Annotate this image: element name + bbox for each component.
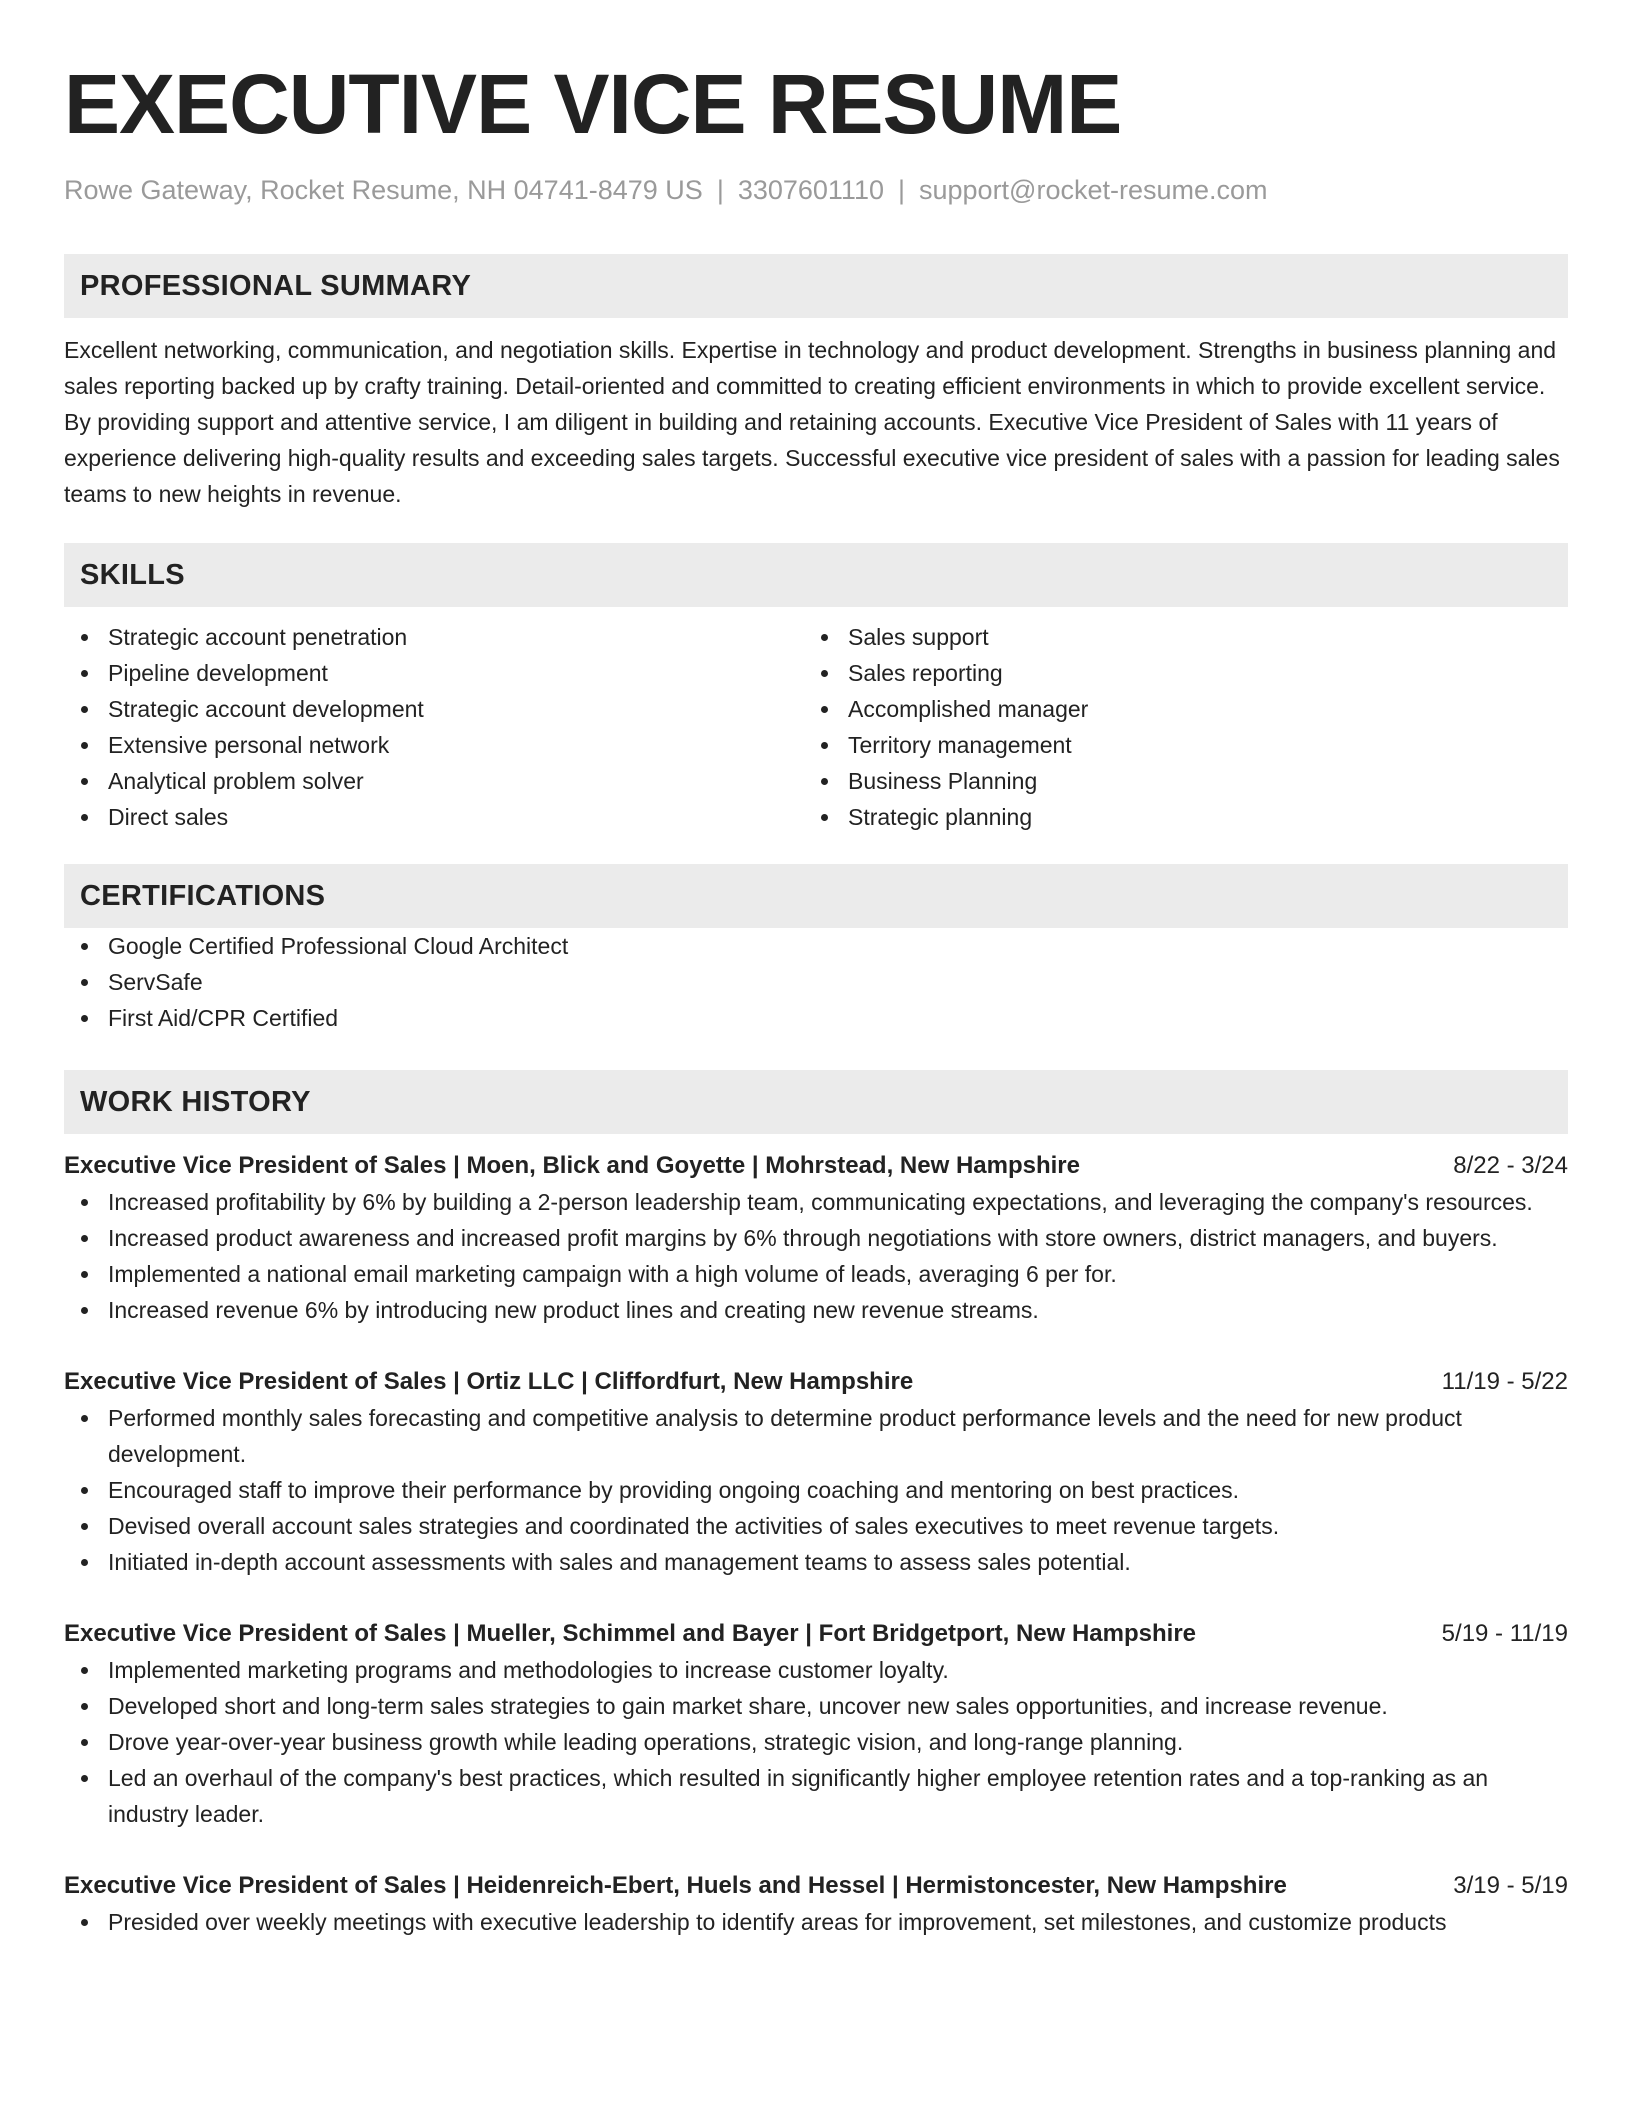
job-bullet: Encouraged staff to improve their performance by providing ongoing coaching and mentoring on best practices. bbox=[64, 1472, 1568, 1508]
job-dates: 5/19 - 11/19 bbox=[1441, 1620, 1568, 1647]
contact-separator: | bbox=[716, 175, 724, 205]
job-bullet: Devised overall account sales strategies and coordinated the activities of sales executives to meet revenue targets. bbox=[64, 1508, 1568, 1544]
section-header-summary: PROFESSIONAL SUMMARY bbox=[64, 254, 1568, 318]
section-header-certifications: CERTIFICATIONS bbox=[64, 864, 1568, 928]
job-dates: 3/19 - 5/19 bbox=[1453, 1872, 1568, 1899]
skill-item: Territory management bbox=[804, 727, 1544, 763]
job-bullets bbox=[64, 1184, 1568, 1328]
contact-email: support@rocket-resume.com bbox=[919, 175, 1268, 205]
certification-item: First Aid/CPR Certified bbox=[64, 1000, 1568, 1036]
job-bullet: Developed short and long-term sales strategies to gain market share, uncover new sales opportunities, and increase revenue. bbox=[64, 1688, 1568, 1724]
skill-item: Strategic planning bbox=[804, 799, 1544, 835]
skill-item: Extensive personal network bbox=[64, 727, 804, 763]
summary-text: Excellent networking, communication, and negotiation skills. Expertise in technology and product development. Strengths in business planning and sales reporting backed up by crafty training. Detail-oriented and committed to creating efficient environments in which to provide excellent service. By providing support and attentive service, I am diligent in building and retaining accounts. Executive Vice President of Sales with 11 years of experience delivering high-quality results and exceeding sales targets. Successful executive vice president of sales with a passion for leading sales teams to new heights in revenue. bbox=[64, 337, 1560, 507]
skill-item: Sales support bbox=[804, 619, 1544, 655]
certifications-list bbox=[64, 928, 1568, 1036]
skill-item: Direct sales bbox=[64, 799, 804, 835]
job-entry bbox=[64, 1148, 1568, 1328]
job-bullet: Implemented a national email marketing campaign with a high volume of leads, averaging 6 per for. bbox=[64, 1256, 1568, 1292]
skill-item: Sales reporting bbox=[804, 655, 1544, 691]
job-bullet: Performed monthly sales forecasting and competitive analysis to determine product performance levels and the need for new product development. bbox=[64, 1400, 1568, 1472]
job-bullets bbox=[64, 1904, 1568, 1940]
job-header bbox=[64, 1868, 1568, 1904]
job-bullet: Initiated in-depth account assessments with sales and management teams to assess sales potential. bbox=[64, 1544, 1568, 1580]
job-title: Executive Vice President of Sales | Heidenreich-Ebert, Huels and Hessel | Hermistoncester, New Hampshire bbox=[64, 1872, 1287, 1899]
job-bullet: Increased profitability by 6% by building a 2-person leadership team, communicating expectations, and leveraging the company's resources. bbox=[64, 1184, 1568, 1220]
job-title: Executive Vice President of Sales | Moen, Blick and Goyette | Mohrstead, New Hampshire bbox=[64, 1152, 1080, 1179]
contact-address: Rowe Gateway, Rocket Resume, NH 04741-8479 US bbox=[64, 175, 703, 205]
section-header-skills: SKILLS bbox=[64, 543, 1568, 607]
job-entry bbox=[64, 1616, 1568, 1832]
job-entry bbox=[64, 1868, 1568, 1940]
job-header bbox=[64, 1364, 1568, 1400]
job-header bbox=[64, 1616, 1568, 1652]
skill-item: Pipeline development bbox=[64, 655, 804, 691]
job-bullets bbox=[64, 1400, 1568, 1580]
certification-item: Google Certified Professional Cloud Architect bbox=[64, 928, 1568, 964]
job-bullet: Increased product awareness and increased profit margins by 6% through negotiations with store owners, district managers, and buyers. bbox=[64, 1220, 1568, 1256]
job-title: Executive Vice President of Sales | Ortiz LLC | Cliffordfurt, New Hampshire bbox=[64, 1368, 914, 1395]
contact-phone: 3307601110 bbox=[737, 175, 884, 205]
contact-separator: | bbox=[897, 175, 905, 205]
skill-item: Analytical problem solver bbox=[64, 763, 804, 799]
job-header bbox=[64, 1148, 1568, 1184]
skills-column-right bbox=[804, 619, 1544, 835]
skills-column-left bbox=[64, 619, 804, 835]
job-bullet: Presided over weekly meetings with executive leadership to identify areas for improvement, set milestones, and customize products bbox=[64, 1904, 1568, 1940]
resume-title: EXECUTIVE VICE RESUME bbox=[64, 57, 1122, 151]
skill-item: Strategic account development bbox=[64, 691, 804, 727]
skill-item: Business Planning bbox=[804, 763, 1544, 799]
job-dates: 8/22 - 3/24 bbox=[1453, 1152, 1568, 1179]
job-bullet: Increased revenue 6% by introducing new product lines and creating new revenue streams. bbox=[64, 1292, 1568, 1328]
section-header-work-history: WORK HISTORY bbox=[64, 1070, 1568, 1134]
job-bullet: Led an overhaul of the company's best practices, which resulted in significantly higher employee retention rates and a top-ranking as an industry leader. bbox=[64, 1760, 1568, 1832]
job-bullet: Drove year-over-year business growth while leading operations, strategic vision, and long-range planning. bbox=[64, 1724, 1568, 1760]
job-dates: 11/19 - 5/22 bbox=[1441, 1368, 1568, 1395]
contact-line bbox=[64, 172, 1568, 208]
skills-list bbox=[64, 619, 1568, 835]
job-title: Executive Vice President of Sales | Mueller, Schimmel and Bayer | Fort Bridgetport, New Hampshire bbox=[64, 1620, 1197, 1647]
job-bullets bbox=[64, 1652, 1568, 1832]
skill-item: Strategic account penetration bbox=[64, 619, 804, 655]
job-entry bbox=[64, 1364, 1568, 1580]
certification-item: ServSafe bbox=[64, 964, 1568, 1000]
job-bullet: Implemented marketing programs and methodologies to increase customer loyalty. bbox=[64, 1652, 1568, 1688]
skill-item: Accomplished manager bbox=[804, 691, 1544, 727]
